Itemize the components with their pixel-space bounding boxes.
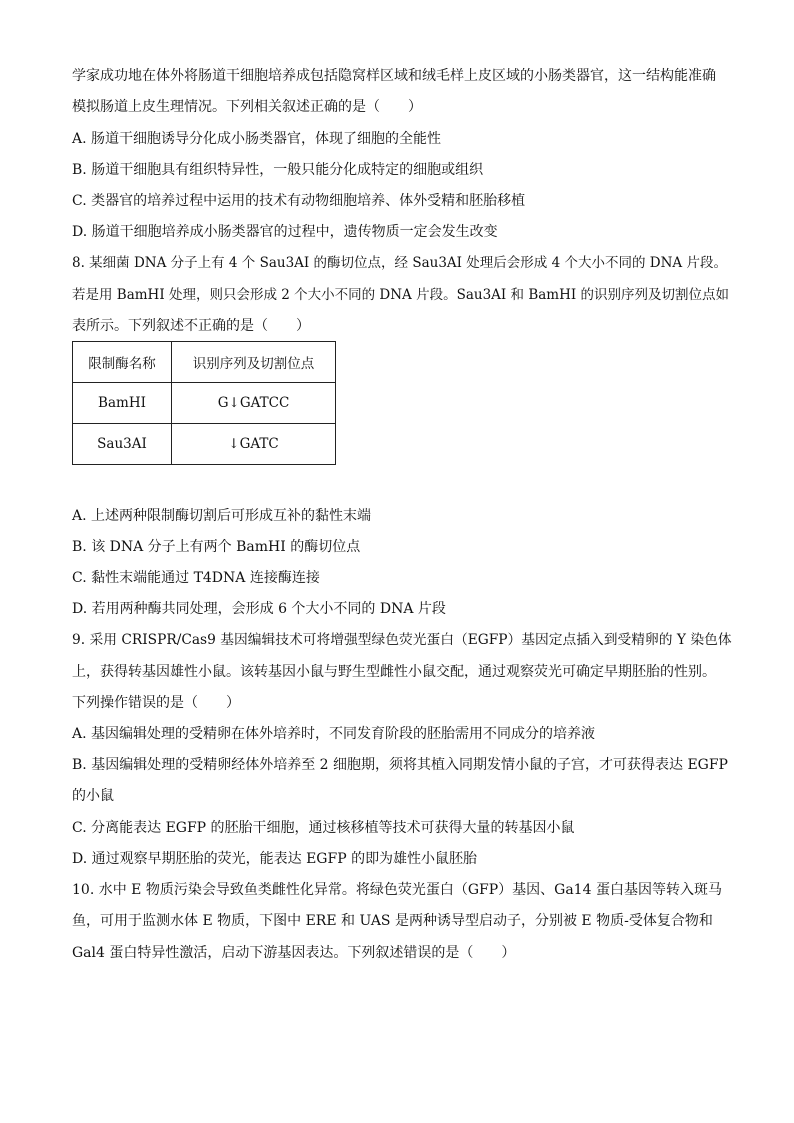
q9-option-d: D. 通过观察早期胚胎的荧光，能表达 EGFP 的即为雄性小鼠胚胎 <box>72 851 478 867</box>
q7-stem-line-1: 学家成功地在体外将肠道干细胞培养成包括隐窝样区域和绒毛样上皮区域的小肠类器官，这一结构能准确 <box>72 68 716 84</box>
q10-stem-line-1: 10. 水中 E 物质污染会导致鱼类雌性化异常。将绿色荧光蛋白（GFP）基因、Ga14 蛋白基因等转入斑马 <box>72 882 722 898</box>
table-row <box>73 383 336 424</box>
q8-option-a: A. 上述两种限制酶切割后可形成互补的黏性末端 <box>72 508 372 524</box>
q8-option-d: D. 若用两种酶共同处理，会形成 6 个大小不同的 DNA 片段 <box>72 601 446 617</box>
q7-option-c: C. 类器官的培养过程中运用的技术有动物细胞培养、体外受精和胚胎移植 <box>72 193 526 209</box>
enzyme-name-cell: BamHI <box>73 383 172 424</box>
q8-stem-line-2: 若是用 BamHI 处理，则只会形成 2 个大小不同的 DNA 片段。Sau3AI 和 BamHI 的识别序列及切割位点如 <box>72 287 730 303</box>
table-row <box>73 424 336 465</box>
q8-option-b: B. 该 DNA 分子上有两个 BamHI 的酶切位点 <box>72 539 361 555</box>
q9-stem-line-1: 9. 采用 CRISPR/Cas9 基因编辑技术可将增强型绿色荧光蛋白（EGFP）基因定点插入到受精卵的 Y 染色体 <box>72 632 732 648</box>
q9-stem-line-2: 上，获得转基因雄性小鼠。该转基因小鼠与野生型雌性小鼠交配，通过观察荧光可确定早期胚胎的性别。 <box>72 664 716 680</box>
q9-option-b-line-2: 的小鼠 <box>72 788 114 804</box>
recognition-site-cell: G↓GATCC <box>172 383 336 424</box>
q7-stem-line-2: 模拟肠道上皮生理情况。下列相关叙述正确的是（ ） <box>72 99 422 115</box>
recognition-site-cell: ↓GATC <box>172 424 336 465</box>
q8-option-c: C. 黏性末端能通过 T4DNA 连接酶连接 <box>72 570 320 586</box>
q9-option-a: A. 基因编辑处理的受精卵在体外培养时，不同发育阶段的胚胎需用不同成分的培养液 <box>72 726 596 742</box>
table-header-row <box>73 342 336 383</box>
header-recognition-site: 识别序列及切割位点 <box>172 342 336 383</box>
q10-stem-line-3: Gal4 蛋白特异性激活，启动下游基因表达。下列叙述错误的是（ ） <box>72 945 516 961</box>
q9-option-c: C. 分离能表达 EGFP 的胚胎干细胞，通过核移植等技术可获得大量的转基因小鼠 <box>72 820 575 836</box>
q7-option-d: D. 肠道干细胞培养成小肠类器官的过程中，遗传物质一定会发生改变 <box>72 224 498 240</box>
q10-stem-line-2: 鱼，可用于监测水体 E 物质，下图中 ERE 和 UAS 是两种诱导型启动子，分别被 E 物质-受体复合物和 <box>72 913 713 929</box>
q7-option-b: B. 肠道干细胞具有组织特异性，一般只能分化成特定的细胞或组织 <box>72 162 484 178</box>
q9-option-b-line-1: B. 基因编辑处理的受精卵经体外培养至 2 细胞期，须将其植入同期发情小鼠的子宫，才可获得表达 EGFP <box>72 757 728 773</box>
q8-stem-line-3: 表所示。下列叙述不正确的是（ ） <box>72 318 310 334</box>
q8-stem-line-1: 8. 某细菌 DNA 分子上有 4 个 Sau3AI 的酶切位点，经 Sau3AI 处理后会形成 4 个大小不同的 DNA 片段。 <box>72 255 727 271</box>
restriction-enzyme-table <box>72 341 336 465</box>
enzyme-name-cell: Sau3AI <box>73 424 172 465</box>
q7-option-a: A. 肠道干细胞诱导分化成小肠类器官，体现了细胞的全能性 <box>72 131 442 147</box>
q9-stem-line-3: 下列操作错误的是（ ） <box>72 695 240 711</box>
header-enzyme-name: 限制酶名称 <box>73 342 172 383</box>
